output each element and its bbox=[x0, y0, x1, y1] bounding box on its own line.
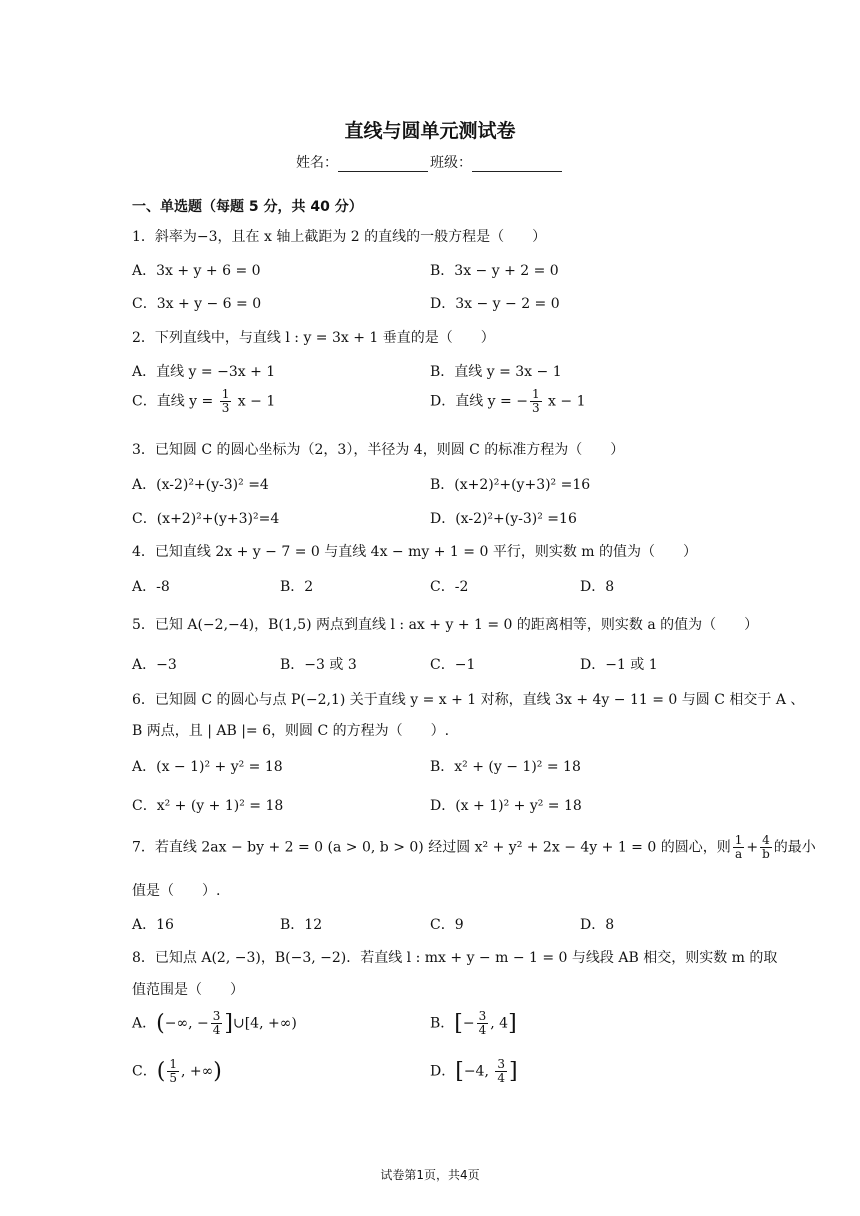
q8-option-a: A．(−∞, − $\frac{3}{4}$ ]∪[4, +∞) bbox=[132, 1009, 297, 1037]
question-6-stem-line1: 6．已知圆 C 的圆心与点 P(−2,1) 关于直线 y = x + 1 对称，直线 3x + 4y − 11 = 0 与圆 C 相交于 A 、 bbox=[132, 692, 805, 708]
question-6-stem-line2: B 两点，且 | AB |= 6，则圆 C 的方程为（ ）. bbox=[132, 723, 450, 739]
q1-option-d: D．3x − y − 2 = 0 bbox=[430, 296, 560, 312]
q7-option-c: C．9 bbox=[430, 917, 464, 933]
fraction: $\frac{3}{4}$ bbox=[497, 1057, 506, 1085]
q8-option-c: C．( $\frac{1}{5}$ , +∞) bbox=[132, 1057, 222, 1085]
question-8-stem-line2: 值范围是（ ） bbox=[132, 982, 244, 998]
question-1-stem: 1．斜率为−3，且在 x 轴上截距为 2 的直线的一般方程是（ ） bbox=[132, 229, 547, 245]
name-blank[interactable] bbox=[338, 157, 428, 172]
q3-option-c: C．(x+2)²+(y+3)²=4 bbox=[132, 511, 280, 527]
q6-option-a: A．(x − 1)² + y² = 18 bbox=[132, 759, 283, 775]
fraction: $\frac{1}{5}$ bbox=[169, 1057, 177, 1085]
q5-option-a: A．−3 bbox=[132, 657, 177, 673]
q4-option-d: D．8 bbox=[580, 579, 615, 595]
q5-option-d: D．−1 或 1 bbox=[580, 657, 658, 673]
q3-option-b: B．(x+2)²+(y+3)² =16 bbox=[430, 477, 591, 493]
fraction: $\frac{1}{a}$ bbox=[734, 833, 743, 861]
fraction: $\frac{3}{4}$ bbox=[212, 1009, 221, 1037]
fraction: $\frac{3}{4}$ bbox=[478, 1009, 487, 1037]
page-title: 直线与圆单元测试卷 bbox=[344, 120, 516, 142]
question-4-stem: 4．已知直线 2x + y − 7 = 0 与直线 4x − my + 1 = 0 平行，则实数 m 的值为（ ） bbox=[132, 544, 697, 560]
question-8-stem-line1: 8．已知点 A(2, −3)，B(−3, −2)．若直线 l : mx + y − m − 1 = 0 与线段 AB 相交，则实数 m 的取 bbox=[132, 950, 778, 966]
question-7-stem-line2: 值是（ ）. bbox=[132, 883, 221, 899]
question-2-stem: 2．下列直线中，与直线 l : y = 3x + 1 垂直的是（ ） bbox=[132, 330, 495, 346]
q6-option-d: D．(x + 1)² + y² = 18 bbox=[430, 798, 582, 814]
fraction: $\frac{4}{b}$ bbox=[762, 833, 770, 861]
q1-option-b: B．3x − y + 2 = 0 bbox=[430, 263, 559, 279]
q2-option-a: A．直线 y = −3x + 1 bbox=[132, 364, 276, 380]
class-label: 班级： bbox=[430, 155, 472, 171]
q5-option-c: C．−1 bbox=[430, 657, 476, 673]
q7-option-b: B．12 bbox=[280, 917, 323, 933]
q4-option-b: B．2 bbox=[280, 579, 314, 595]
fraction: $\frac{1}{3}$ bbox=[221, 387, 230, 415]
q3-option-a: A．(x-2)²+(y-3)² =4 bbox=[132, 477, 269, 493]
name-label: 姓名： bbox=[296, 155, 338, 171]
q8-option-d: D．[−4, $\frac{3}{4}$ ] bbox=[430, 1057, 518, 1085]
question-7-stem-line1: 7．若直线 2ax − by + 2 = 0 (a > 0, b > 0) 经过圆 x² + y² + 2x − 4y + 1 = 0 的圆心，则 $\frac{1}{a}$ + $\frac{4}{b}$ 的最小 bbox=[132, 833, 816, 861]
q2-option-d: D．直线 y = − $\frac{1}{3}$ x − 1 bbox=[430, 387, 586, 415]
question-3-stem: 3．已知圆 C 的圆心坐标为（2，3），半径为 4，则圆 C 的标准方程为（ ） bbox=[132, 442, 625, 458]
q4-option-c: C．-2 bbox=[430, 579, 469, 595]
q3-option-d: D．(x-2)²+(y-3)² =16 bbox=[430, 511, 577, 527]
q7-option-a: A．16 bbox=[132, 917, 174, 933]
section-title: 一、单选题（每题 5 分，共 40 分） bbox=[132, 199, 363, 215]
q2-option-c: C．直线 y = $\frac{1}{3}$ x − 1 bbox=[132, 387, 276, 415]
q5-option-b: B．−3 或 3 bbox=[280, 657, 357, 673]
q6-option-c: C．x² + (y + 1)² = 18 bbox=[132, 798, 284, 814]
name-class-line bbox=[0, 152, 860, 172]
question-5-stem: 5．已知 A(−2,−4)，B(1,5) 两点到直线 l : ax + y + 1 = 0 的距离相等，则实数 a 的值为（ ） bbox=[132, 617, 759, 633]
q1-option-a: A．3x + y + 6 = 0 bbox=[132, 263, 261, 279]
q2-option-b: B．直线 y = 3x − 1 bbox=[430, 364, 562, 380]
q4-option-a: A．-8 bbox=[132, 579, 170, 595]
page-footer: 试卷第1页，共4页 bbox=[380, 1168, 480, 1182]
class-blank[interactable] bbox=[472, 157, 562, 172]
q1-option-c: C．3x + y − 6 = 0 bbox=[132, 296, 262, 312]
q7-option-d: D．8 bbox=[580, 917, 615, 933]
fraction: $\frac{1}{3}$ bbox=[531, 387, 540, 415]
q6-option-b: B．x² + (y − 1)² = 18 bbox=[430, 759, 581, 775]
q8-option-b: B．[− $\frac{3}{4}$ , 4] bbox=[430, 1009, 517, 1037]
